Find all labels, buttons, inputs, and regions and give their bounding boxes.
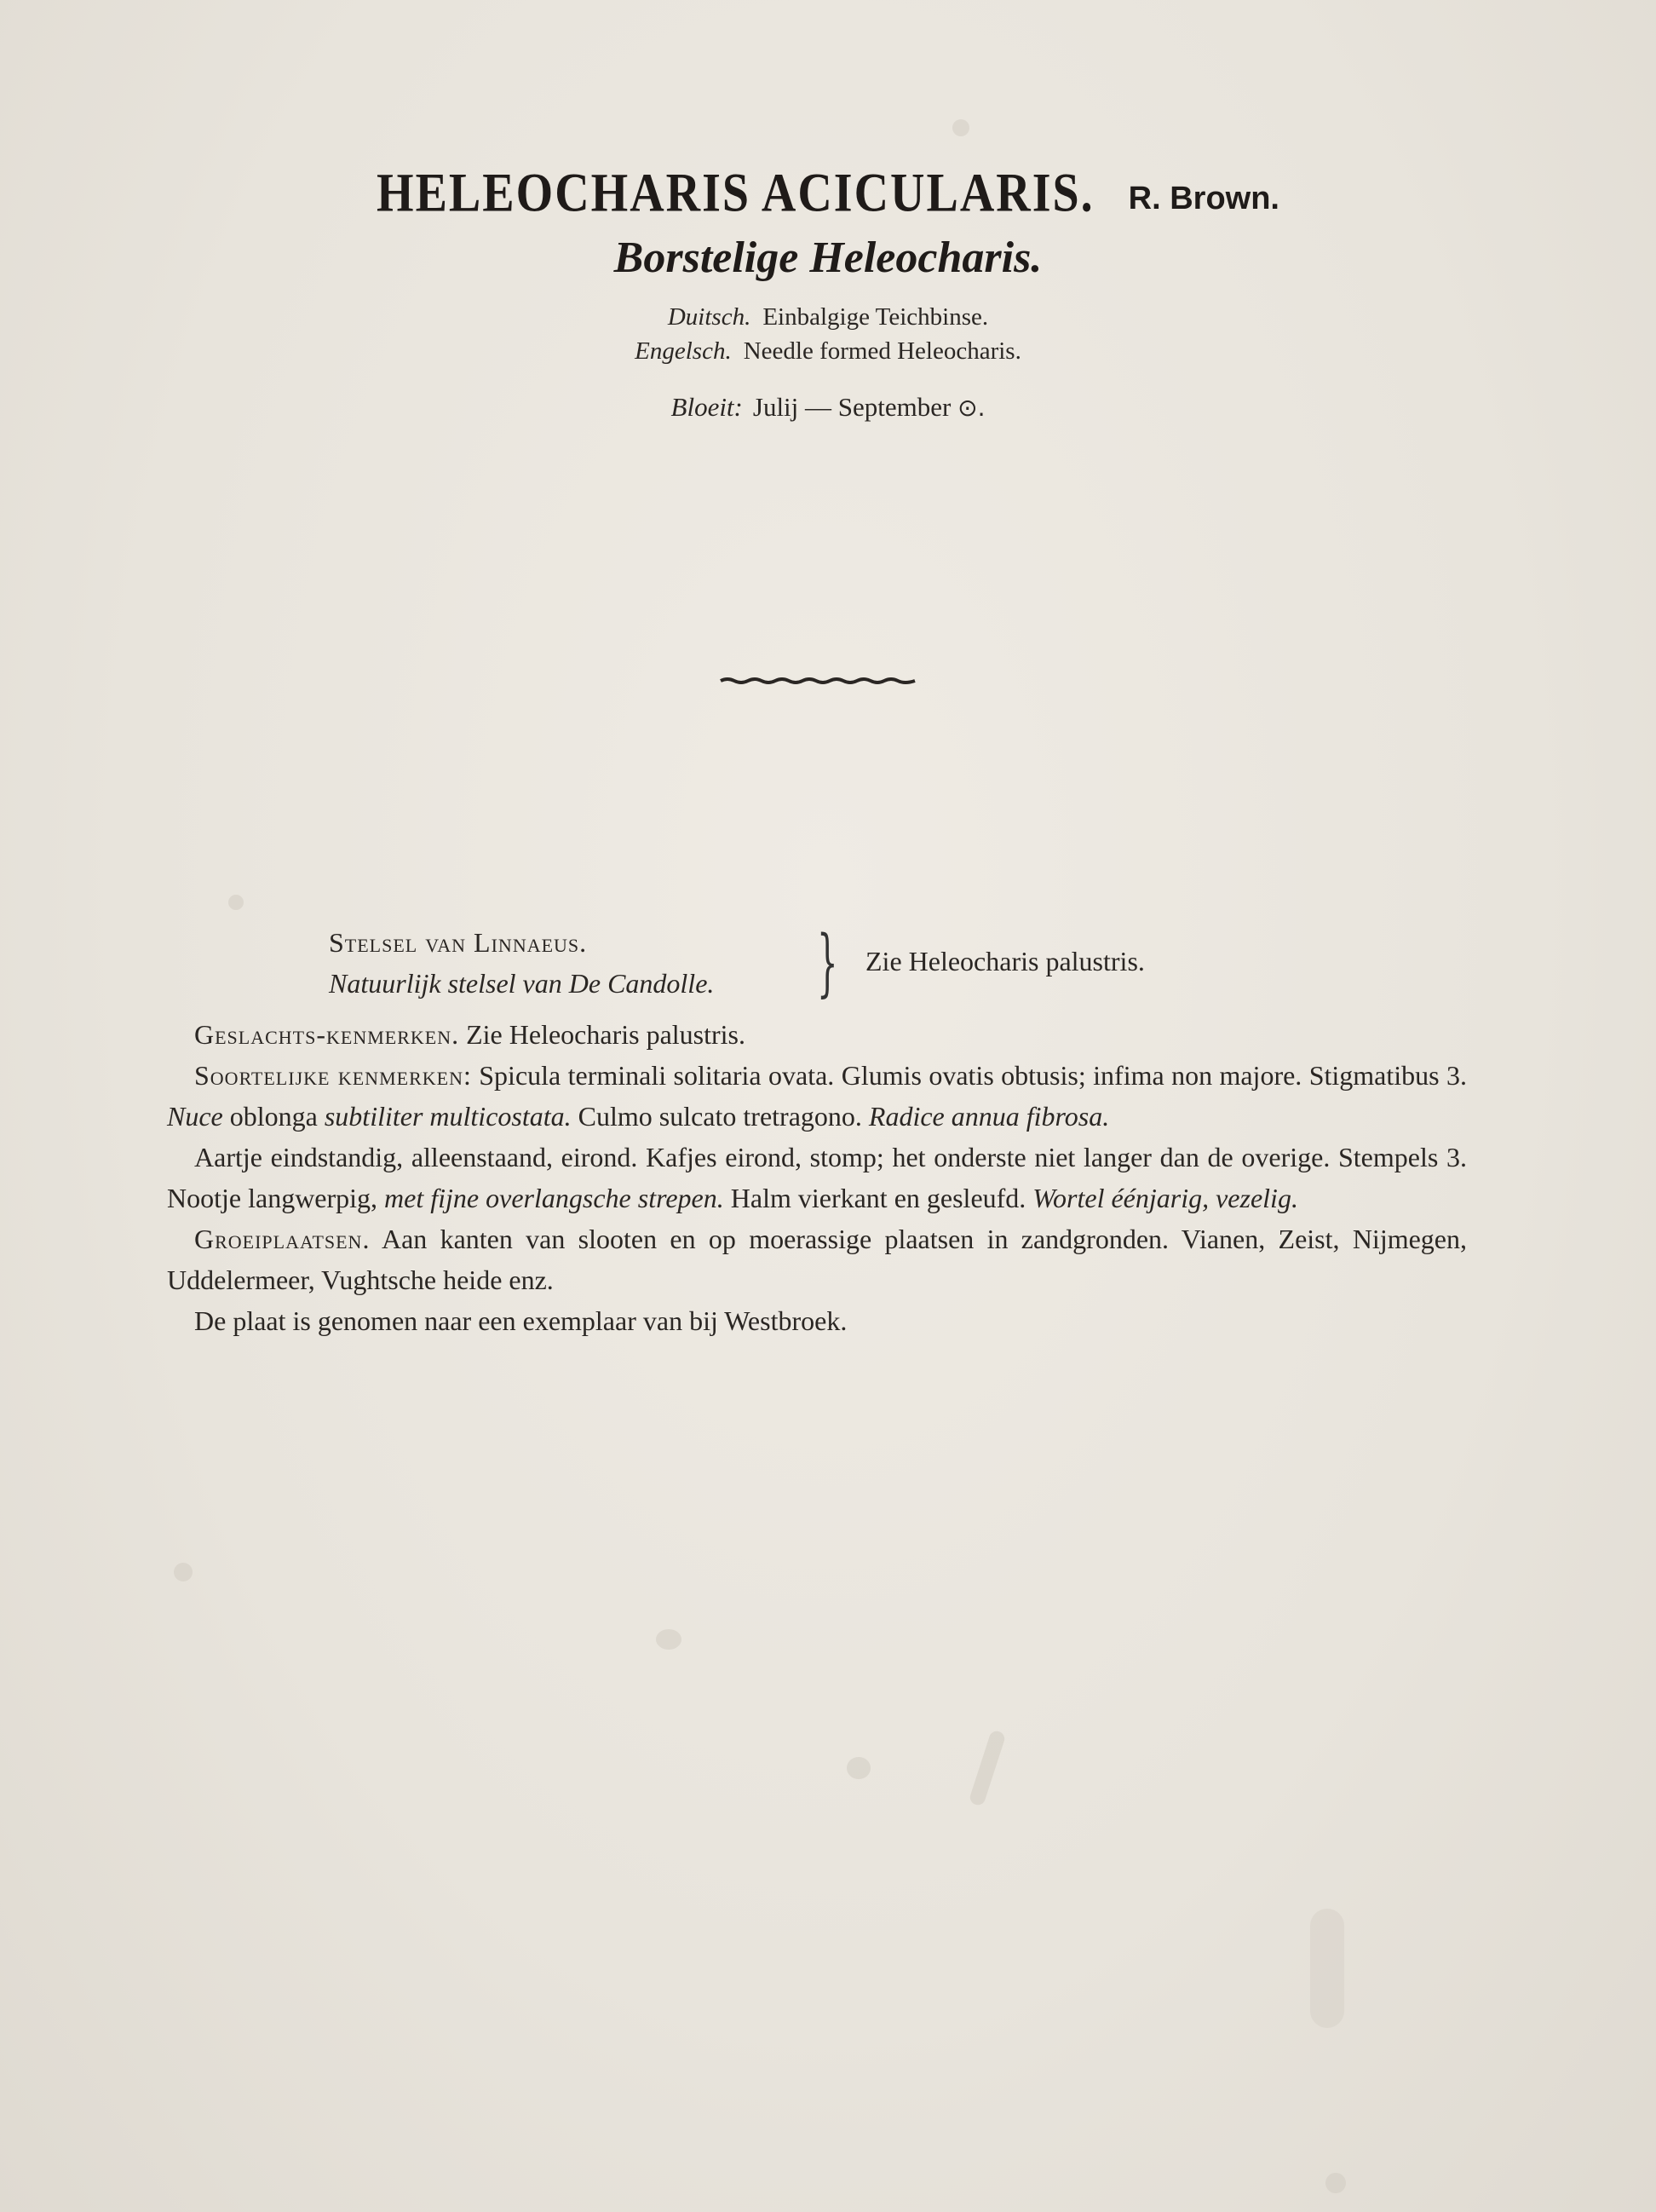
annual-symbol: ⊙. bbox=[957, 394, 986, 422]
species-latin-4: subtiliter multicostata. bbox=[324, 1101, 572, 1132]
german-name: Einbalgige Teichbinse. bbox=[762, 303, 989, 331]
system-names bbox=[329, 922, 714, 1004]
brace-symbol: } bbox=[817, 920, 838, 1005]
genus-paragraph bbox=[167, 1014, 1467, 1055]
dutch-common-name: Borstelige Heleocharis. bbox=[613, 233, 1043, 282]
paper-speck bbox=[952, 119, 969, 136]
species-dutch-4: Wortel éénjarig, vezelig. bbox=[1032, 1183, 1298, 1213]
habitat-label: Groeiplaatsen. bbox=[194, 1224, 371, 1254]
paper-speck bbox=[847, 1757, 871, 1779]
bloom-months: Julij — September bbox=[752, 392, 952, 422]
plate-header bbox=[0, 163, 1656, 423]
english-name: Needle formed Heleocharis. bbox=[743, 337, 1021, 365]
paper-speck bbox=[174, 1563, 193, 1581]
species-dutch-3: Halm vierkant en gesleufd. bbox=[730, 1183, 1026, 1213]
paper-speck bbox=[228, 895, 244, 910]
species-latin-6: Radice annua fibrosa. bbox=[868, 1101, 1110, 1132]
species-latin-paragraph bbox=[167, 1055, 1467, 1137]
species-latin-5: Culmo sulcato tretragono. bbox=[578, 1101, 862, 1132]
wavy-rule-ornament bbox=[719, 675, 917, 687]
paper-speck bbox=[969, 1729, 1007, 1806]
bloom-label: Bloeit: bbox=[670, 392, 743, 422]
german-name-row bbox=[0, 300, 1656, 334]
classification-systems bbox=[167, 922, 1467, 1007]
species-dutch-1: Aartje eindstandig, alleenstaand, eirond. Kafjes eirond, stomp; het onderste niet langer dan de overige. Stempels 3. Nootje langwerpig, bbox=[167, 1142, 1467, 1213]
english-name-row bbox=[0, 334, 1656, 368]
linnaeus-system: Stelsel van Linnaeus. bbox=[329, 927, 588, 958]
habitat-paragraph bbox=[167, 1218, 1467, 1300]
paper-speck bbox=[1325, 2173, 1346, 2193]
habitat-text: Aan kanten van slooten en op moerassige plaatsen in zandgronden. Vianen, Zeist, Nijmegen, Uddelermeer, Vughtsche heide enz. bbox=[167, 1224, 1468, 1295]
candolle-system: Natuurlijk stelsel van De Candolle. bbox=[329, 968, 715, 999]
english-label: Engelsch. bbox=[635, 337, 732, 365]
scientific-name: HELEOCHARIS ACICULARIS. bbox=[377, 163, 1095, 224]
paper-speck bbox=[1310, 1909, 1344, 2028]
plate-note: De plaat is genomen naar een exemplaar van bij Westbroek. bbox=[194, 1305, 848, 1336]
paper-speck bbox=[656, 1629, 681, 1650]
species-latin-1: Spicula terminali solitaria ovata. Glumis ovatis obtusis; infima non majore. Stigmatibus 3. bbox=[479, 1060, 1468, 1091]
foreign-names bbox=[0, 300, 1656, 368]
german-label: Duitsch. bbox=[667, 303, 751, 331]
author-name: R. Brown. bbox=[1128, 181, 1279, 216]
system-reference: Zie Heleocharis palustris. bbox=[865, 946, 1145, 976]
species-label: Soortelijke kenmerken: bbox=[194, 1060, 472, 1091]
genus-text: Zie Heleocharis palustris. bbox=[466, 1019, 745, 1050]
species-latin-2: Nuce bbox=[167, 1101, 223, 1132]
species-dutch-paragraph bbox=[167, 1137, 1467, 1218]
species-latin-3: oblonga bbox=[229, 1101, 318, 1132]
genus-label: Geslachts-kenmerken. bbox=[194, 1019, 460, 1050]
description-text bbox=[167, 922, 1467, 1341]
species-title bbox=[0, 163, 1656, 224]
species-dutch-2: met fijne overlangsche strepen. bbox=[384, 1183, 724, 1213]
bloom-period bbox=[0, 392, 1656, 423]
